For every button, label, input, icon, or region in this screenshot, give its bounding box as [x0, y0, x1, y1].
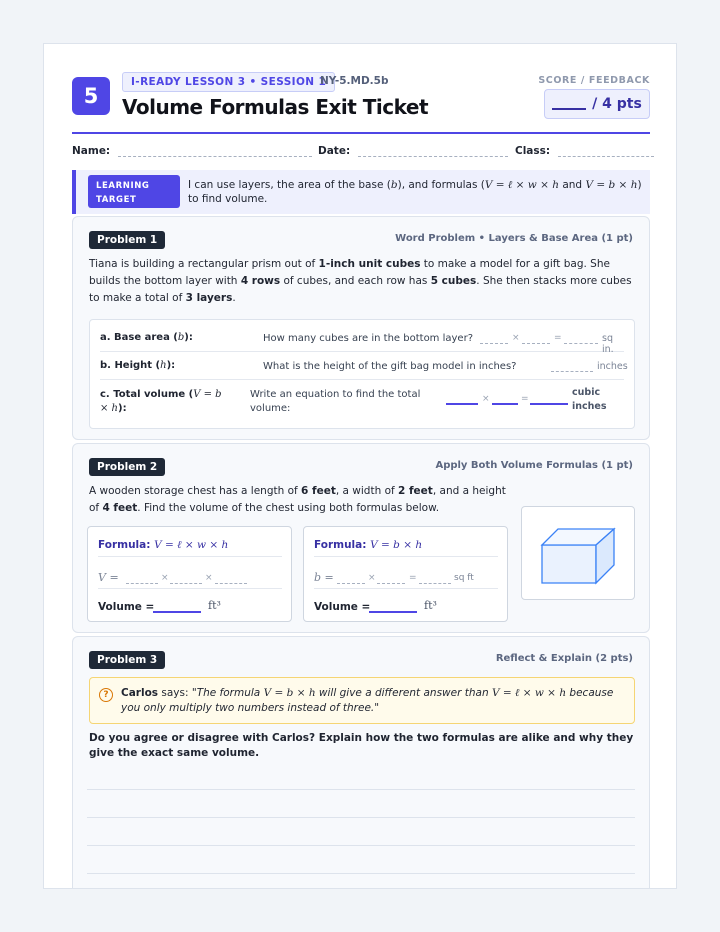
- problem-2-badge: Problem 2: [89, 458, 165, 476]
- page-title: Volume Formulas Exit Ticket: [122, 95, 429, 119]
- formula-bh-label: Formula:: [314, 539, 367, 551]
- lwh-times-2: ×: [205, 573, 213, 583]
- part-a-label: [100, 332, 193, 343]
- score-points: / 4 pts: [592, 96, 642, 112]
- bh-blank-1[interactable]: [337, 572, 365, 584]
- part-b-unit: inches: [597, 361, 628, 372]
- part-c-unit-2: inches: [572, 401, 607, 412]
- worksheet-page: [43, 43, 677, 889]
- class-label: Class:: [515, 145, 551, 157]
- part-c-equals: =: [521, 394, 529, 404]
- problem-1-meta: Word Problem • Layers & Base Area (1 pt): [395, 233, 633, 244]
- part-a-blank-2[interactable]: [522, 332, 550, 344]
- quote-formula-1: V = b × h: [263, 687, 316, 699]
- part-c-blank-3[interactable]: [530, 393, 568, 405]
- p1-t2: to make a model for a gift bag. She builds the bottom layer with: [89, 258, 610, 287]
- p1-b3: 5 cubes: [430, 275, 477, 287]
- part-a-post: ):: [184, 332, 193, 343]
- lwh-blank-3[interactable]: [215, 572, 247, 584]
- says: says:: [158, 687, 192, 699]
- part-a-blank-3[interactable]: [564, 332, 598, 344]
- p2-t2: , a width of: [335, 485, 399, 497]
- part-c-pre: c. Total volume (: [100, 389, 194, 400]
- formula-lwh-label: Formula:: [98, 539, 151, 551]
- writing-line-4[interactable]: [87, 873, 635, 874]
- name-label: Name:: [72, 145, 111, 157]
- p2-b1: 6 feet: [301, 485, 336, 497]
- p1-t4: . She then stacks more cubes to make a total of: [89, 275, 632, 304]
- p1-b1: 1-inch unit cubes: [318, 258, 421, 270]
- lt-text-b: ), and formulas (: [397, 179, 485, 191]
- class-field[interactable]: [515, 145, 654, 157]
- part-a-question: How many cubes are in the bottom layer?: [263, 333, 473, 344]
- formula-lwh-row: [98, 567, 282, 589]
- part-c-row: [100, 380, 624, 424]
- bh-blank-2[interactable]: [377, 572, 405, 584]
- part-c-formula-2: × h: [100, 403, 118, 414]
- part-c-post: ):: [118, 403, 127, 414]
- part-c-formula-1: V = b: [193, 389, 222, 400]
- part-c-blank-1[interactable]: [446, 393, 478, 405]
- badge-line-2: TARGET: [96, 195, 137, 205]
- badge-line-1: LEARNING: [96, 181, 150, 191]
- p2-t4: . Find the volume of the chest using both formulas below.: [137, 502, 440, 514]
- lt-text-a: I can use layers, the area of the base (: [188, 179, 391, 191]
- problem-1-badge: Problem 1: [89, 231, 165, 249]
- problem-1-text: [89, 256, 637, 307]
- bh-volume-label: Volume =: [314, 601, 371, 613]
- part-b-blank[interactable]: [551, 360, 593, 372]
- part-a-times: ×: [512, 333, 520, 343]
- lwh-row-var: V =: [98, 571, 119, 584]
- part-c-blank-2[interactable]: [492, 393, 518, 405]
- rectangular-prism-icon: [522, 507, 636, 601]
- bh-blank-3[interactable]: [419, 572, 451, 584]
- standard-code: NY-5.MD.5b: [320, 75, 389, 87]
- problem-2-meta: Apply Both Volume Formulas (1 pt): [435, 460, 633, 471]
- problem-2-text: [89, 483, 509, 517]
- formula-lwh-volume: [98, 595, 288, 615]
- date-label: Date:: [318, 145, 351, 157]
- quote-3: because you only multiply two numbers instead of three.": [121, 687, 614, 714]
- lwh-volume-unit: ft³: [208, 599, 221, 612]
- p2-b2: 2 feet: [398, 485, 433, 497]
- bh-equals: =: [409, 573, 417, 583]
- part-a-equals: =: [554, 333, 562, 343]
- part-b-row: [100, 352, 628, 380]
- bh-times: ×: [368, 573, 376, 583]
- part-a-row: [100, 324, 624, 355]
- problem-3-badge: Problem 3: [89, 651, 165, 669]
- question-circle-icon: ?: [99, 688, 113, 702]
- formula-lwh: V = ℓ × w × h: [154, 539, 229, 551]
- lt-text-c: ) to find volume.: [188, 179, 642, 205]
- part-b-question: What is the height of the gift bag model in inches?: [263, 361, 517, 372]
- learning-target: [72, 170, 650, 214]
- lwh-volume-blank[interactable]: [153, 601, 201, 613]
- class-line[interactable]: [558, 145, 654, 157]
- lwh-blank-2[interactable]: [170, 572, 202, 584]
- score-blank[interactable]: [552, 98, 586, 110]
- p1-t1: Tiana is building a rectangular prism out of: [89, 258, 319, 270]
- lesson-session-pill: I-READY LESSON 3 • SESSION 1: [122, 72, 335, 92]
- formula-lwh-heading: [98, 539, 282, 557]
- lwh-times-1: ×: [161, 573, 169, 583]
- lt-formula-1: V = ℓ × w × h: [484, 179, 559, 191]
- name-field[interactable]: [72, 145, 312, 157]
- p1-b2: 4 rows: [240, 275, 281, 287]
- lt-text-and: and: [559, 179, 586, 191]
- lwh-volume-label: Volume =: [98, 601, 155, 613]
- problem-3-prompt: Do you agree or disagree with Carlos? Explain how the two formulas are alike and why they give the exact same volume.: [89, 732, 634, 759]
- p2-t1: A wooden storage chest has a length of: [89, 485, 302, 497]
- lt-formula-2: V = b × h: [585, 179, 638, 191]
- p1-t3: of cubes, and each row has: [280, 275, 431, 287]
- formula-bh-heading: [314, 539, 498, 557]
- formula-box-bh: [303, 526, 508, 622]
- part-b-post: ):: [166, 360, 176, 371]
- writing-line-1[interactable]: [87, 789, 635, 790]
- lt-var-b: b: [390, 179, 398, 191]
- problem-1-card: [72, 216, 650, 440]
- problem-1-questions: [89, 319, 635, 429]
- part-c-times: ×: [482, 394, 490, 404]
- p1-b4: 3 layers: [185, 292, 233, 304]
- bh-unit: sq ft: [454, 573, 474, 583]
- score-box[interactable]: [544, 89, 650, 119]
- learning-target-badge: [88, 175, 180, 208]
- part-c-question: Write an equation to find the total volume:: [250, 389, 421, 414]
- lwh-blank-1[interactable]: [126, 572, 158, 584]
- carlos-quote-text: [121, 686, 631, 716]
- learning-target-text: [188, 178, 648, 206]
- quote-2: will give a different answer than: [315, 687, 492, 699]
- writing-line-2[interactable]: [87, 817, 635, 818]
- name-line[interactable]: [118, 145, 312, 157]
- part-c-label: [100, 388, 222, 416]
- part-a-var: b: [177, 332, 185, 343]
- speaker: Carlos: [121, 687, 159, 699]
- score-label: SCORE / FEEDBACK: [538, 75, 650, 86]
- p2-b3: 4 feet: [102, 502, 138, 514]
- date-field[interactable]: [318, 145, 508, 157]
- part-a-pre: a. Base area (: [100, 332, 178, 343]
- prism-figure: [521, 506, 635, 600]
- p2-t3: , and a height of: [89, 485, 506, 514]
- part-b-label: [100, 360, 175, 371]
- part-b-pre: b. Height (: [100, 360, 161, 371]
- date-line[interactable]: [358, 145, 508, 157]
- part-a-unit: sq in.: [602, 333, 614, 355]
- part-c-unit: [572, 386, 607, 414]
- part-c-unit-1: cubic: [572, 387, 601, 398]
- quote-1: "The formula: [191, 687, 264, 699]
- part-b-var: h: [160, 360, 167, 371]
- header: [72, 72, 650, 134]
- lesson-number-badge: 5: [72, 77, 110, 115]
- carlos-quote: [89, 677, 635, 724]
- quote-formula-2: V = ℓ × w × h: [491, 687, 567, 699]
- bh-row-var: b =: [314, 571, 334, 584]
- problem-2-card: [72, 443, 650, 633]
- writing-line-3[interactable]: [87, 845, 635, 846]
- formula-bh: V = b × h: [370, 539, 423, 551]
- problem-3-card: [72, 636, 650, 889]
- bh-volume-unit: ft³: [424, 599, 437, 612]
- bh-volume-blank[interactable]: [369, 601, 417, 613]
- formula-bh-row: [314, 567, 498, 589]
- header-divider: [72, 132, 650, 134]
- formula-box-lwh: [87, 526, 292, 622]
- formula-bh-volume: [314, 595, 504, 615]
- part-a-blank-1[interactable]: [480, 332, 508, 344]
- p1-t5: .: [232, 292, 236, 304]
- problem-3-meta: Reflect & Explain (2 pts): [495, 653, 633, 664]
